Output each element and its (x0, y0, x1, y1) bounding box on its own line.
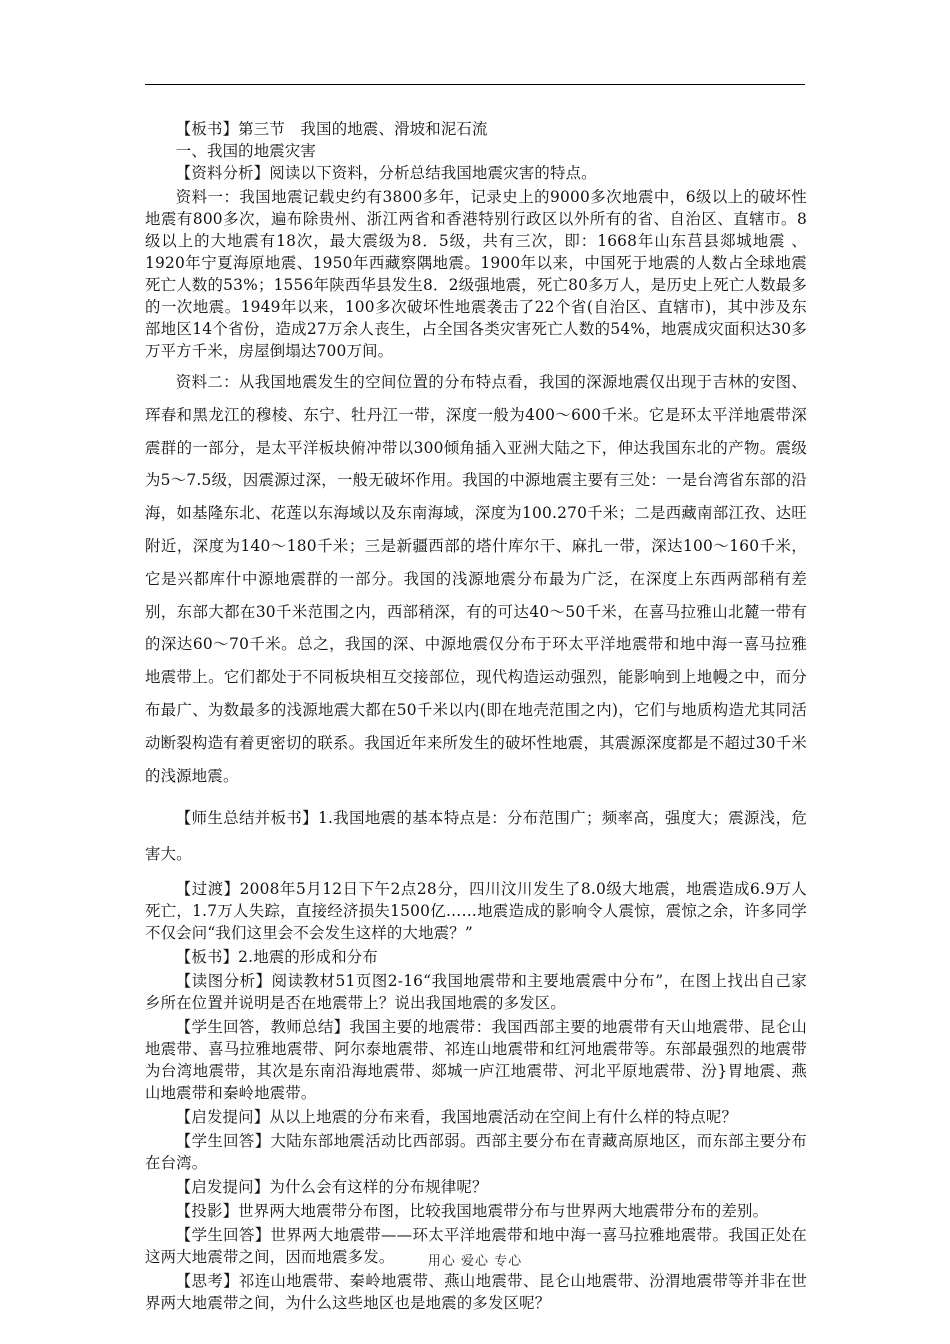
material-two: 资料二：从我国地震发生的空间位置的分布特点看，我国的深源地震仅出现于吉林的安图、珲春和黑龙江的穆棱、东宁、牡丹江一带，深度一般为400～600千米。它是环太平洋地震带深震群的一部分，是太平洋板块俯冲带以300倾角插入亚洲大陆之下，伸达我国东北的产物。震级为5～7.5级，因震源过深，一般无破坏作用。我国的中源地震主要有三处：一是台湾省东部的沿海，如基隆东北、花莲以东海域以及东南海域，深度为100.270千米；二是西藏南部江孜、达旺附近，深度为140～180千米；三是新疆西部的塔什库尔干、麻扎一带，深达100～160千米，它是兴都库什中源地震群的一部分。我国的浅源地震分布最为广泛，在深度上东西两部稍有差别，东部大都在30千米范围之内，西部稍深，有的可达40～50千米，在喜马拉雅山北麓一带有的深达60～70千米。总之，我国的深、中源地震仅分布于环太平洋地震带和地中海一喜马拉雅地震带上。它们都处于不同板块相互交接部位，现代构造运动强烈，能影响到上地幔之中，而分布最广、为数最多的浅源地震大都在50千米以内(即在地壳范围之内)，它们与地质构造尤其同活动断裂构造有着更密切的联系。我国近年来所发生的破坏性地震，其震源深度都是不超过30千米的浅源地震。 (145, 373, 807, 785)
material-analysis: 【资料分析】阅读以下资料，分析总结我国地震灾害的特点。 (175, 164, 597, 182)
prompt-question-1: 【启发提问】从以上地震的分布来看，我国地震活动在空间上有什么样的特点呢？ (175, 1108, 738, 1127)
material-one: 资料一：我国地震记载史约有3800多年，记录史上的9000多次地震中，6级以上的破坏性地震有800多次，遍布除贵州、浙江两省和香港特别行政区以外所有的省、自治区、直辖市。8级以上的大地震有18次，最大震级为8．5级，共有三次，即：1668年山东莒县郯城地震 、1920年宁夏海原地震、1950年西藏察隅地震。1900年以来，中国死于地震的人数占全球地震死亡人数的53%；1556年陕西华县发生8．2级强地震，死亡80多万人，是历史上死亡人数最多的一次地震。1949年以来，100多次破坏性地震袭击了22个省(自治区、直辖市)，其中涉及东部地区14个省份，造成27万余人丧生，占全国各类灾害死亡人数的54%，地震成灾面积达30多万平方千米，房屋倒塌达700万间。 (145, 188, 807, 360)
transition: 【过渡】2008年5月12日下午2点28分，四川汶川发生了8.0级大地震，地震造成6.9万人死亡，1.7万人失踪，直接经济损失1500亿……地震造成的影响令人震惊，震惊之余，许多同学不仅会问“我们这里会不会发生这样的大地震？” (145, 880, 807, 943)
student-answer-teacher-summary: 【学生回答，教师总结】我国主要的地震带：我国西部主要的地震带有天山地震带、昆仑山地震带、喜马拉雅地震带、阿尔泰地震带、祁连山地震带和红河地震带等。东部最强烈的地震带为台湾地震带，其次是东南沿海地震带、郯城一庐江地震带、河北平原地震带、汾}胃地震、燕山地震带和秦岭地震带。 (145, 1018, 807, 1103)
page-footer: 用心 爱心 专心 (427, 1254, 523, 1269)
thinking-question: 【思考】祁连山地震带、秦岭地震带、燕山地震带、昆仑山地震带、汾渭地震带等并非在世界两大地震带之间，为什么这些地区也是地震的多发区呢？ (145, 1272, 807, 1313)
map-reading: 【读图分析】阅读教材51页图2-16“我国地震带和主要地震震中分布”，在图上找出自己家乡所在位置并说明是否在地震带上？说出我国地震的多发区。 (145, 972, 807, 1013)
summary-board: 【师生总结并板书】1.我国地震的基本特点是：分布范围广；频率高，强度大；震源浅，危害大。 (145, 809, 807, 864)
board-subheading: 【板书】2.地震的形成和分布 (175, 948, 378, 967)
projection: 【投影】世界两大地震带分布图，比较我国地震带分布与世界两大地震带分布的差别。 (175, 1202, 769, 1221)
prompt-question-2: 【启发提问】为什么会有这样的分布规律呢？ (175, 1178, 488, 1197)
document-body (145, 118, 807, 1314)
student-answer-1: 【学生回答】大陆东部地震活动比西部弱。西部主要分布在青藏高原地区，而东部主要分布在台湾。 (145, 1132, 807, 1173)
header-rule (145, 84, 805, 85)
student-answer-2: 【学生回答】世界两大地震带——环太平洋地震带和地中海一喜马拉雅地震带。我国正处在这两大地震带之间，因而地震多发。 (145, 1226, 807, 1267)
section-heading: 一、我国的地震灾害 (175, 142, 317, 160)
board-title: 【板书】第三节 我国的地震、滑坡和泥石流 (175, 120, 488, 138)
